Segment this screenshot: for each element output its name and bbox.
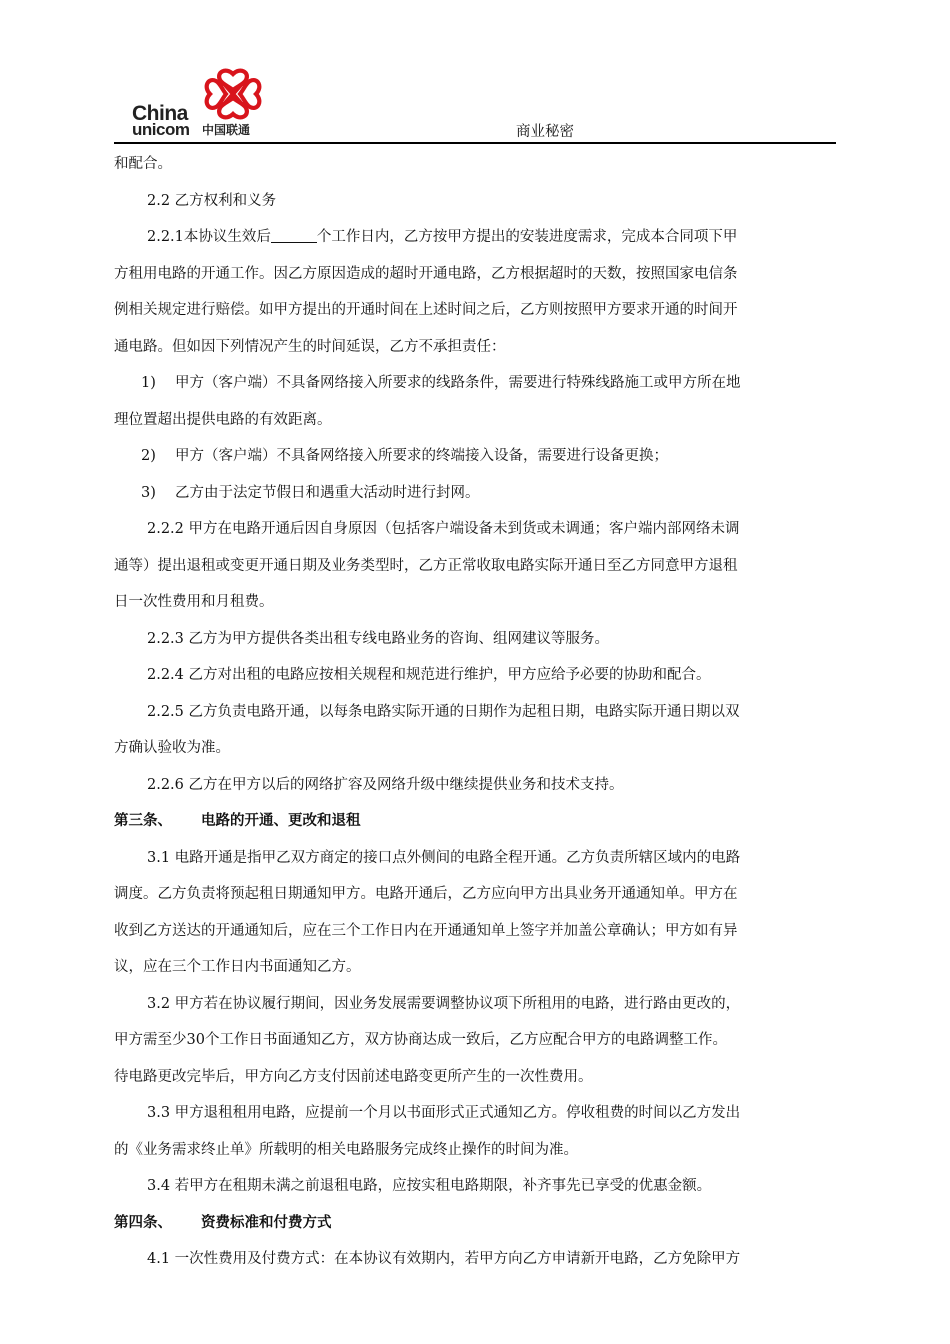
list-text: 乙方由于法定节假日和遇重大活动时进行封网。	[175, 484, 480, 501]
header-rule	[114, 142, 836, 144]
body-line: 例相关规定进行赔偿。如甲方提出的开通时间在上述时间之后，乙方则按照甲方要求开通的时间开	[114, 302, 738, 318]
confidential-label: 商业秘密	[516, 124, 574, 140]
body-line: 调度。乙方负责将预起租日期通知甲方。电路开通后，乙方应向甲方出具业务开通通知单。甲方在	[114, 886, 738, 902]
article-title: 电路的开通、更改和退租	[201, 813, 361, 829]
body-line: 2.2.6 乙方在甲方以后的网络扩容及网络升级中继续提供业务和技术支持。	[147, 776, 624, 793]
body-line: 方租用电路的开通工作。因乙方原因造成的超时开通电路，乙方根据超时的天数，按照国家电信条	[114, 265, 738, 282]
body-line: 2.2.5 乙方负责电路开通，以每条电路实际开通的日期作为起租日期，电路实际开通日期以双	[147, 703, 740, 720]
article-heading	[114, 803, 840, 840]
clause-text: 2.2.1本协议生效后	[147, 229, 271, 245]
body-line: 通电路。但如因下列情况产生的时间延误，乙方不承担责任：	[114, 338, 506, 355]
article-title: 资费标准和付费方式	[201, 1214, 332, 1231]
body-line	[114, 219, 840, 256]
body-line: 理位置超出提供电路的有效距离。	[114, 411, 332, 428]
body-line: 3.2 甲方若在协议履行期间，因业务发展需要调整协议项下所租用的电路，进行路由更改的，	[147, 995, 741, 1012]
body-line: 4.1 一次性费用及付费方式：在本协议有效期内，若甲方向乙方申请新开电路，乙方免除甲方	[147, 1251, 741, 1267]
clause-text: 个工作日内，乙方按甲方提出的安装进度需求，完成本合同项下甲	[316, 229, 738, 245]
logo-wordmark-unicom: unicom	[132, 120, 190, 139]
body-line: 的《业务需求终止单》所载明的相关电路服务完成终止操作的时间为准。	[114, 1141, 578, 1158]
china-unicom-logo	[132, 68, 282, 140]
list-item	[114, 438, 840, 475]
article-heading	[114, 1205, 840, 1242]
body-line: 通等）提出退租或变更开通日期及业务类型时，乙方正常收取电路实际开通日至乙方同意甲方退租	[114, 557, 738, 574]
body-line: 待电路更改完毕后，甲方向乙方支付因前述电路变更所产生的一次性费用。	[114, 1068, 593, 1085]
fill-in-blank	[271, 228, 317, 243]
body-line: 收到乙方送达的开通通知后，应在三个工作日内在开通通知单上签字并加盖公章确认；甲方如有异	[114, 922, 738, 939]
body-line: 3.3 甲方退租租用电路，应提前一个月以书面形式正式通知乙方。停收租费的时间以乙方发出	[147, 1105, 741, 1121]
body-line: 2.2.2 甲方在电路开通后因自身原因（包括客户端设备未到货或未调通；客户端内部网络未调	[147, 521, 740, 537]
body-line: 3.4 若甲方在租期未满之前退租电路，应按实租电路期限，补齐事先已享受的优惠金额。	[147, 1178, 712, 1194]
article-number: 第三条、	[114, 813, 172, 829]
body-line: 3.1 电路开通是指甲乙双方商定的接口点外侧间的电路全程开通。乙方负责所辖区域内的电路	[147, 849, 741, 866]
list-number: 1)	[141, 375, 156, 391]
body-line: 日一次性费用和月租费。	[114, 594, 274, 610]
body-line: 方确认验收为准。	[114, 740, 230, 756]
section-subheading: 2.2 乙方权利和义务	[147, 192, 277, 209]
list-number: 3)	[141, 484, 156, 501]
list-number: 2)	[141, 448, 156, 464]
body-line: 2.2.4 乙方对出租的电路应按相关规程和规范进行维护，甲方应给予必要的协助和配合。	[147, 667, 711, 683]
logo-wordmark-china: China	[132, 102, 188, 125]
body-line: 和配合。	[114, 156, 172, 172]
page-header	[114, 66, 836, 144]
logo-wordmark-chinese: 中国联通	[202, 123, 251, 137]
list-text: 甲方（客户端）不具备网络接入所要求的线路条件，需要进行特殊线路施工或甲方所在地	[175, 375, 741, 391]
list-item	[114, 475, 840, 512]
body-line: 2.2.3 乙方为甲方提供各类出租专线电路业务的咨询、组网建议等服务。	[147, 630, 610, 647]
list-text: 甲方（客户端）不具备网络接入所要求的终端接入设备，需要进行设备更换；	[175, 448, 668, 464]
unicom-knot-icon	[202, 68, 264, 120]
list-item	[114, 365, 840, 402]
body-line: 甲方需至少30个工作日书面通知乙方，双方协商达成一致后，乙方应配合甲方的电路调整工作。	[114, 1032, 727, 1048]
body-line: 议，应在三个工作日内书面通知乙方。	[114, 959, 361, 975]
document-body	[114, 146, 840, 1278]
article-number: 第四条、	[114, 1214, 172, 1231]
